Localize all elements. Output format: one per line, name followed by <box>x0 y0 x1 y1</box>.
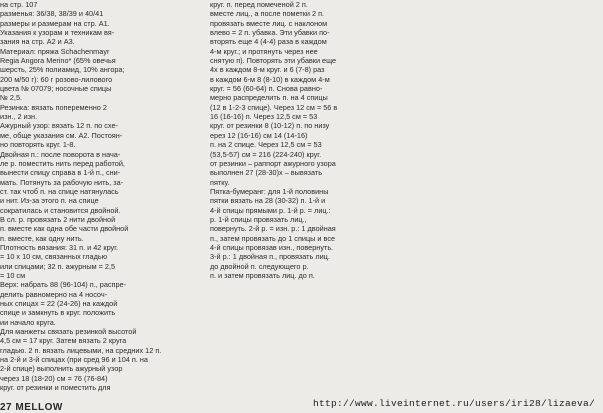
text-line: но повторять круг. 1-8. <box>0 140 76 150</box>
text-line: спице и замкнуть в круг. положить <box>0 308 116 318</box>
text-line: п. на 2 спице. Через 12,5 см = 53 <box>210 140 322 150</box>
text-line: до двойной п. следующего р. <box>210 261 309 271</box>
text-line: 200 м/50 г): 60 г розово-лилового <box>0 74 113 84</box>
text-line: Regia Angora Merino* (65% овечья <box>0 56 116 66</box>
text-line: сократилась и становится двойной. <box>0 205 121 215</box>
watermark-url: http://www.liveinternet.ru/users/iri28/lizaeva/ <box>313 398 596 409</box>
text-line: зания на стр. А2 и А3. <box>0 37 75 47</box>
text-line: п. и затем провязать лиц. до п. <box>210 270 315 280</box>
text-line: изн., 2 изн. <box>0 112 38 122</box>
text-line: или спицами; 32 п. ажурным = 2,5 <box>0 261 116 271</box>
text-line: ии начало круга. <box>0 317 56 327</box>
text-line: круг. п. перед помеченой 2 п. <box>210 0 308 9</box>
text-line: круг. = 56 (60-64) п. Снова равно- <box>210 84 323 94</box>
text-line: через 18 (18-20) см = 76 (76-84) <box>0 373 108 383</box>
text-line: круг. от резинки 8 (10-12) п. по низу <box>210 121 330 131</box>
text-column-1 <box>0 0 207 392</box>
text-line: вместе лиц., а после пометки 2 п. <box>210 9 325 19</box>
text-line: п. вместе как одна обе части двойной <box>0 224 129 234</box>
text-line: Плотность вязания: 31 п. и 42 круг. <box>0 242 119 252</box>
text-line: мерно распределить п. на 4 спицы <box>210 93 328 103</box>
text-line: Двойная п.: после поворота в нача- <box>0 149 121 159</box>
text-line: делить равномерно на 4 носоч- <box>0 289 108 299</box>
text-line: круг. от резинки и поместить для <box>0 383 111 393</box>
text-line: 4,5 см = 17 круг. Затем вязать 2 круга <box>0 336 127 346</box>
text-line: (53,5-57) см = 216 (224-240) круг. <box>210 149 322 159</box>
bottom-title: 27 MELLOW <box>0 402 63 413</box>
text-line: ме, обще указания см. А2. Постоян- <box>0 130 123 140</box>
text-line: = 10 см <box>0 270 26 280</box>
text-line: снятую п). Повторять эти убавки еще <box>210 56 337 66</box>
text-line: = 10 х 10 см, связанных гладью <box>0 252 108 262</box>
text-line: от резинки – раппорт ажурного узора <box>210 158 336 168</box>
text-line: пятку. <box>210 177 230 187</box>
text-line: р. 1-й спицы провязать лиц., <box>210 214 307 224</box>
text-line: ле р. поместить нить перед работой, <box>0 158 125 168</box>
text-line: вынести спицу справа в 1-й п., сни- <box>0 168 121 178</box>
text-line: (12 в 1-2-3 спице). Через 12 см = 56 в <box>210 102 338 112</box>
text-line: 4-м круг.; и протянуть через нее <box>210 46 318 56</box>
text-line: п. вместе, как одну нить. <box>0 233 84 243</box>
text-line: 4-й спицы провязав изн., повернуть. <box>210 242 334 252</box>
text-line: в каждом 6-м 8 (8-10) в каждом 4-м <box>210 74 330 84</box>
text-line: на стр. 107 <box>0 0 38 9</box>
text-line: разменья: 36/38, 38/39 и 40/41 <box>0 9 104 19</box>
text-line: 2-й спице) выполнить ажурный узор <box>0 364 123 374</box>
text-line: 3-й р.: 1 двойная п., провязать лиц. <box>210 252 330 262</box>
text-line: выполнен 27 (28-30)х – вывязать <box>210 168 323 178</box>
text-line: цвета № 07079; носочные спицы <box>0 84 112 94</box>
text-line: Резинка: вязать попеременно 2 <box>0 102 107 112</box>
text-line: шерсть, 25% полиамид, 10% ангора; <box>0 65 125 75</box>
text-line: 4х в каждом 8-м круг. и 6 (7-8) раз <box>210 65 325 75</box>
text-line: № 2,5. <box>0 93 23 103</box>
text-line: Ажурный узор: вязать 12 п. по схе- <box>0 121 118 131</box>
text-line: гладью. 2 п. вязать лицевыми, на средних 12 п. <box>0 345 162 355</box>
text-line: ерез 12 (16-16) см 14 (14-16) <box>210 130 308 140</box>
text-line: В сл. р. провязать 2 нити двойной <box>0 214 116 224</box>
text-line: пятки вязать на 28 (30-32) п. 1-й и <box>210 196 326 206</box>
text-line: Материал: пряжа Schachenmayr <box>0 46 110 56</box>
text-line: ных спицах = 22 (24-26) на каждой <box>0 299 118 308</box>
text-line: Для манжеты связать резинкой высотой <box>0 327 137 337</box>
text-line: влево = 2 п. убавка. Эти убавки по- <box>210 28 330 38</box>
text-line: Верх: набрать 88 (96-104) п., распре- <box>0 280 127 290</box>
text-line: размеры и размерам на стр. А1. <box>0 18 110 28</box>
text-line: Пятка-бумеранг: для 1-й половины <box>210 186 329 196</box>
text-line: вторять еще 4 (4-4) раза в каждом <box>210 37 327 47</box>
text-column-2 <box>210 0 390 280</box>
text-line: ст. так чтоб п. на спице натянулась <box>0 186 119 196</box>
text-line: мать. Потянуть за рабочую нить, за- <box>0 177 124 187</box>
text-line: п., затем провязать до 1 спицы и все <box>210 233 336 243</box>
text-line: 16 (16-16) п. Через 12,5 см = 53 <box>210 112 318 122</box>
text-line: на 2-й и 3-й спицах (при сред 96 и 104 п. на <box>0 355 148 365</box>
text-line: 4-й спицы прямыми р. 1-й р. = лиц.: <box>210 205 331 215</box>
text-line: Указания к узорам и техникам вя- <box>0 28 115 38</box>
text-line: повернуть. 2-й р. = изн. р.: 1 двойная <box>210 224 336 234</box>
text-line: провязать вместе лиц. с наклоном <box>210 18 328 28</box>
text-line: и нит. Из-за этого п. на спице <box>0 196 99 206</box>
